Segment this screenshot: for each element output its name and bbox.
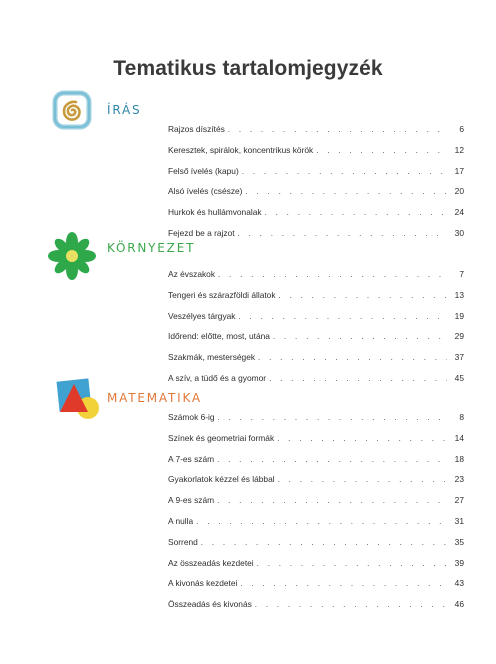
toc-entry[interactable]	[168, 223, 464, 244]
toc-entry[interactable]	[168, 202, 464, 223]
toc-entry[interactable]	[168, 347, 464, 368]
toc-entry-page: 14	[454, 432, 464, 443]
toc-entry[interactable]	[168, 490, 464, 511]
toc-entry-label: A szív, a tüdő és a gyomor	[168, 372, 267, 383]
toc-entry[interactable]	[168, 285, 464, 306]
toc-entry[interactable]	[168, 264, 464, 285]
toc-entry-page: 43	[454, 578, 464, 589]
toc-entry-label: A 9-es szám	[168, 495, 215, 506]
toc-entry-label: Számok 6-ig	[168, 412, 215, 422]
toc-entry[interactable]	[168, 181, 464, 202]
toc-entry-page: 37	[454, 352, 464, 363]
toc-entry-label: A 7-es szám	[168, 453, 215, 464]
toc-entry[interactable]	[168, 140, 464, 161]
toc-entry[interactable]	[168, 511, 464, 532]
geometric-shapes-icon	[54, 378, 100, 420]
page-title: Tematikus tartalomjegyzék	[113, 57, 383, 80]
toc-entry[interactable]	[168, 469, 464, 490]
toc-entry-page: 12	[454, 144, 464, 155]
section-heading-matematika: MATEMATIKA	[107, 391, 202, 405]
toc-entry-page: 27	[454, 495, 464, 506]
flower-icon	[48, 232, 96, 280]
toc-entry[interactable]	[168, 119, 464, 140]
toc-entry[interactable]	[168, 368, 464, 389]
toc-entry[interactable]	[168, 428, 464, 449]
toc-entry-label: Rajzos díszítés	[168, 124, 225, 134]
toc-entry-page: 6	[459, 124, 464, 134]
toc-entry-page: 19	[454, 310, 464, 321]
toc-entry-page: 39	[454, 557, 464, 568]
toc-entry[interactable]	[168, 553, 464, 574]
toc-entry-page: 17	[454, 165, 464, 176]
toc-entry-page: 23	[454, 474, 464, 485]
toc-entry-label: Szakmák, mesterségek	[168, 352, 256, 363]
toc-entry-label: Felső ívelés (kapu)	[168, 165, 239, 176]
toc-entry-page: 20	[454, 186, 464, 197]
toc-entry-label: Alsó ívelés (csésze)	[168, 186, 243, 197]
toc-entry-label: Fejezd be a rajzot	[168, 227, 235, 238]
toc-entry-label: Időrend: előtte, most, utána	[168, 331, 270, 342]
toc-entry-label: Az összeadás kezdetei	[168, 557, 254, 568]
toc-entry-page: 18	[454, 453, 464, 464]
toc-entry-label: A nulla	[168, 515, 194, 526]
toc-list-matematika	[168, 407, 464, 615]
toc-entry[interactable]	[168, 407, 464, 428]
toc-entry-label: Az évszakok	[168, 269, 216, 279]
section-heading-iras: ÍRÁS	[107, 103, 142, 117]
toc-list-iras	[168, 119, 464, 244]
toc-entry-page: 13	[454, 289, 464, 300]
toc-entry[interactable]	[168, 449, 464, 470]
toc-entry-label: Sorrend	[168, 536, 198, 547]
toc-entry-page: 7	[459, 269, 464, 279]
toc-entry-label: Tengeri és szárazföldi állatok	[168, 289, 276, 300]
toc-entry-page: 31	[454, 515, 464, 526]
toc-entry-page: 29	[454, 331, 464, 342]
toc-entry-page: 45	[454, 372, 464, 383]
toc-entry-label: Keresztek, spirálok, koncentrikus körök	[168, 144, 314, 155]
toc-entry[interactable]	[168, 306, 464, 327]
toc-entry-page: 46	[454, 599, 464, 610]
toc-entry-page: 30	[454, 227, 464, 238]
toc-entry-page: 24	[454, 207, 464, 218]
toc-entry[interactable]	[168, 161, 464, 182]
toc-entry[interactable]	[168, 326, 464, 347]
toc-entry[interactable]	[168, 573, 464, 594]
toc-entry-page: 8	[459, 412, 464, 422]
toc-entry-label: A kivonás kezdetei	[168, 578, 238, 589]
toc-entry-label: Színek és geometriai formák	[168, 432, 275, 443]
toc-entry[interactable]	[168, 532, 464, 553]
toc-entry[interactable]	[168, 594, 464, 615]
toc-entry-label: Hurkok és hullámvonalak	[168, 207, 262, 218]
toc-entry-label: Veszélyes tárgyak	[168, 310, 236, 321]
toc-entry-page: 35	[454, 536, 464, 547]
toc-entry-label: Gyakorlatok kézzel és lábbal	[168, 474, 275, 485]
toc-entry-label: Összeadás és kivonás	[168, 599, 252, 610]
section-heading-kornyezet: KÖRNYEZET	[107, 241, 196, 255]
spiral-icon	[52, 90, 92, 130]
toc-list-kornyezet	[168, 264, 464, 389]
